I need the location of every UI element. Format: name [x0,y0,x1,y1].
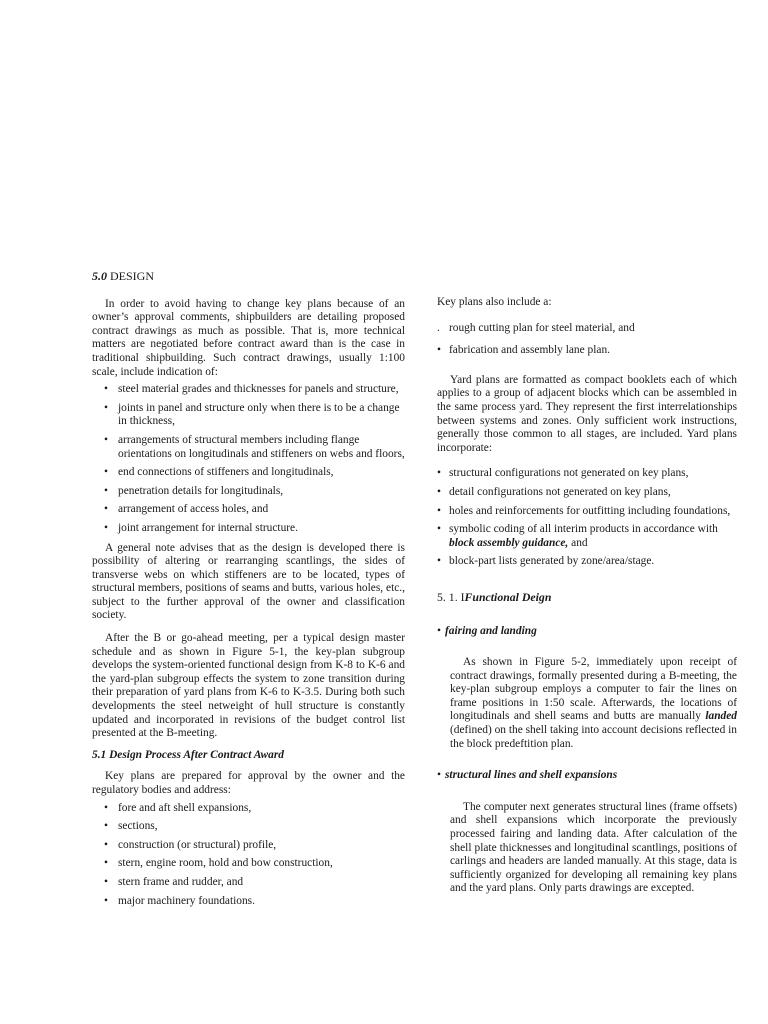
list-item: • sections, [104,820,158,833]
structural-lines-paragraph: The computer next generates structural lines (frame offsets) and shell expansions which incorporate the previously processed fairing and landing data. After calculation of the shell plate thicknesses and longitudinal scantlings, positions of carlings and headers are landed manually. At this stage, data is sufficiently organized for developing all remaining key plans and the yard plans. Only parts drawings are excepted. [450,800,737,895]
list-item: • stern frame and rudder, and [104,875,244,888]
bullet-icon: . [437,321,440,334]
bullet-icon: • [437,624,441,637]
bullet-icon: • [104,820,108,833]
section-number: 5.0 [92,269,107,283]
subsection-heading [437,591,737,605]
list-item: . rough cutting plan for steel material, and [437,321,635,334]
bullet-icon: • [437,555,441,568]
list-item: • arrangements of structural members including flange orientations on longitudinals and stiffeners on webs and floors, [104,433,405,460]
emphasis-text: landed [705,710,737,723]
list-item: • fabrication and assembly lane plan. [437,344,610,357]
bullet-icon: • [104,801,108,814]
bullet-icon: • [104,383,108,396]
bullet-icon: • [104,466,108,479]
emphasis-text: block assembly guidance, [449,536,569,549]
list-item: • major machinery foundations. [104,894,255,907]
list-item: • joint arrangement for internal structure. [104,521,298,534]
bullet-icon: • [104,484,108,497]
subsection-title: Functional Deign [464,589,552,604]
yard-plans-list [437,467,737,569]
bullet-icon: • [104,857,108,870]
list-item: • steel material grades and thicknesses for panels and structure, [104,383,399,396]
contract-drawing-list [92,383,405,535]
list-item: • symbolic coding of all interim products in accordance with block assembly guidance, and [437,523,718,549]
list-item: • joints in panel and structure only when there is to be a change in thickness, [104,401,400,428]
list-item: • structural configurations not generated on key plans, [437,467,689,480]
subsection-number: 5. 1. I [437,589,465,604]
bullet-icon: • [104,875,108,888]
bullet-icon: • [437,523,441,536]
go-ahead-paragraph: After the B or go-ahead meeting, per a typical design master schedule and as shown in Figure 5-1, the key-plan subgroup develops the system-oriented functional design from K-8 to K-6 and the yard-plan subgroup effects the system to zone transition during their preparation of yard plans from K-6 to K-3.5. During both such developments the steel netweight of hull structure is constantly updated and incorporated in revisions of the budget control list presented at the B-meeting. [92,632,405,740]
list-item: • arrangement of access holes, and [104,503,269,516]
bullet-icon: • [104,401,108,414]
bullet-icon: • [104,894,108,907]
key-plans-include-list [437,322,737,358]
bullet-icon: • [437,467,441,480]
right-column [437,296,737,896]
key-plans-include-paragraph: Key plans also include a: [437,296,552,308]
topic-heading: • structural lines and shell expansions [437,769,618,782]
list-item: • block-part lists generated by zone/area/stage. [437,555,655,568]
list-item: • penetration details for longitudinals, [104,484,284,497]
section-heading [92,270,405,284]
bullet-icon: • [437,344,441,357]
topic-heading: • fairing and landing [437,624,537,637]
list-item: • holes and reinforcements for outfitting including foundations, [437,504,731,517]
bullet-icon: • [437,504,441,517]
left-column [92,270,405,914]
list-item: • construction (or structural) profile, [104,838,277,851]
yard-plans-paragraph: Yard plans are formatted as compact booklets each of which applies to a group of adjacent blocks which can be assembled in the same process yard. They represent the first interrelationships between systems and zones. Only sufficient work instructions, generally those common to all stages, are included. Yard plans incorporate: [437,373,737,454]
subsection-heading: 5.1 Design Process After Contract Award [92,748,284,761]
list-item: • end connections of stiffeners and longitudinals, [104,466,334,479]
bullet-icon: • [104,521,108,534]
bullet-icon: • [437,769,441,782]
key-plans-list [92,802,405,909]
section-title: DESIGN [110,269,154,283]
key-plans-paragraph: Key plans are prepared for approval by the owner and the regulatory bodies and address: [92,770,405,796]
bullet-icon: • [437,485,441,498]
list-item: • fore and aft shell expansions, [104,801,252,814]
bullet-icon: • [104,503,108,516]
fairing-paragraph: As shown in Figure 5-2, immediately upon receipt of contract drawings, formally presented during a B-meeting, the key-plan subgroup employs a computer to fair the lines on frame positions in 1:50 scale. Afterwards, the locations of longitudinals and shell seams and butts are manually landed (defined) on the shell taking into account decisions reflected in the block predeftition plan. [450,656,737,750]
bullet-icon: • [104,433,108,446]
general-note-paragraph: A general note advises that as the design is developed there is possibility of altering or rearranging scantlings, the sides of transverse webs on which stiffeners are to be located, types of structural members, positions of seams and butts, various holes, etc., subject to the further approval of the owner and classification society. [92,541,405,622]
bullet-icon: • [104,838,108,851]
list-item: • stern, engine room, hold and bow construction, [104,857,333,870]
list-item: • detail configurations not generated on key plans, [437,485,671,498]
intro-paragraph: In order to avoid having to change key plans because of an owner’s approval comments, shipbuilders are detailing proposed contract drawings as much as possible. That is, more technical matters are negotiated before contract award than is the case in traditional shipbuilding. Such contract drawings, usually 1:100 scale, include indication of: [92,297,405,378]
